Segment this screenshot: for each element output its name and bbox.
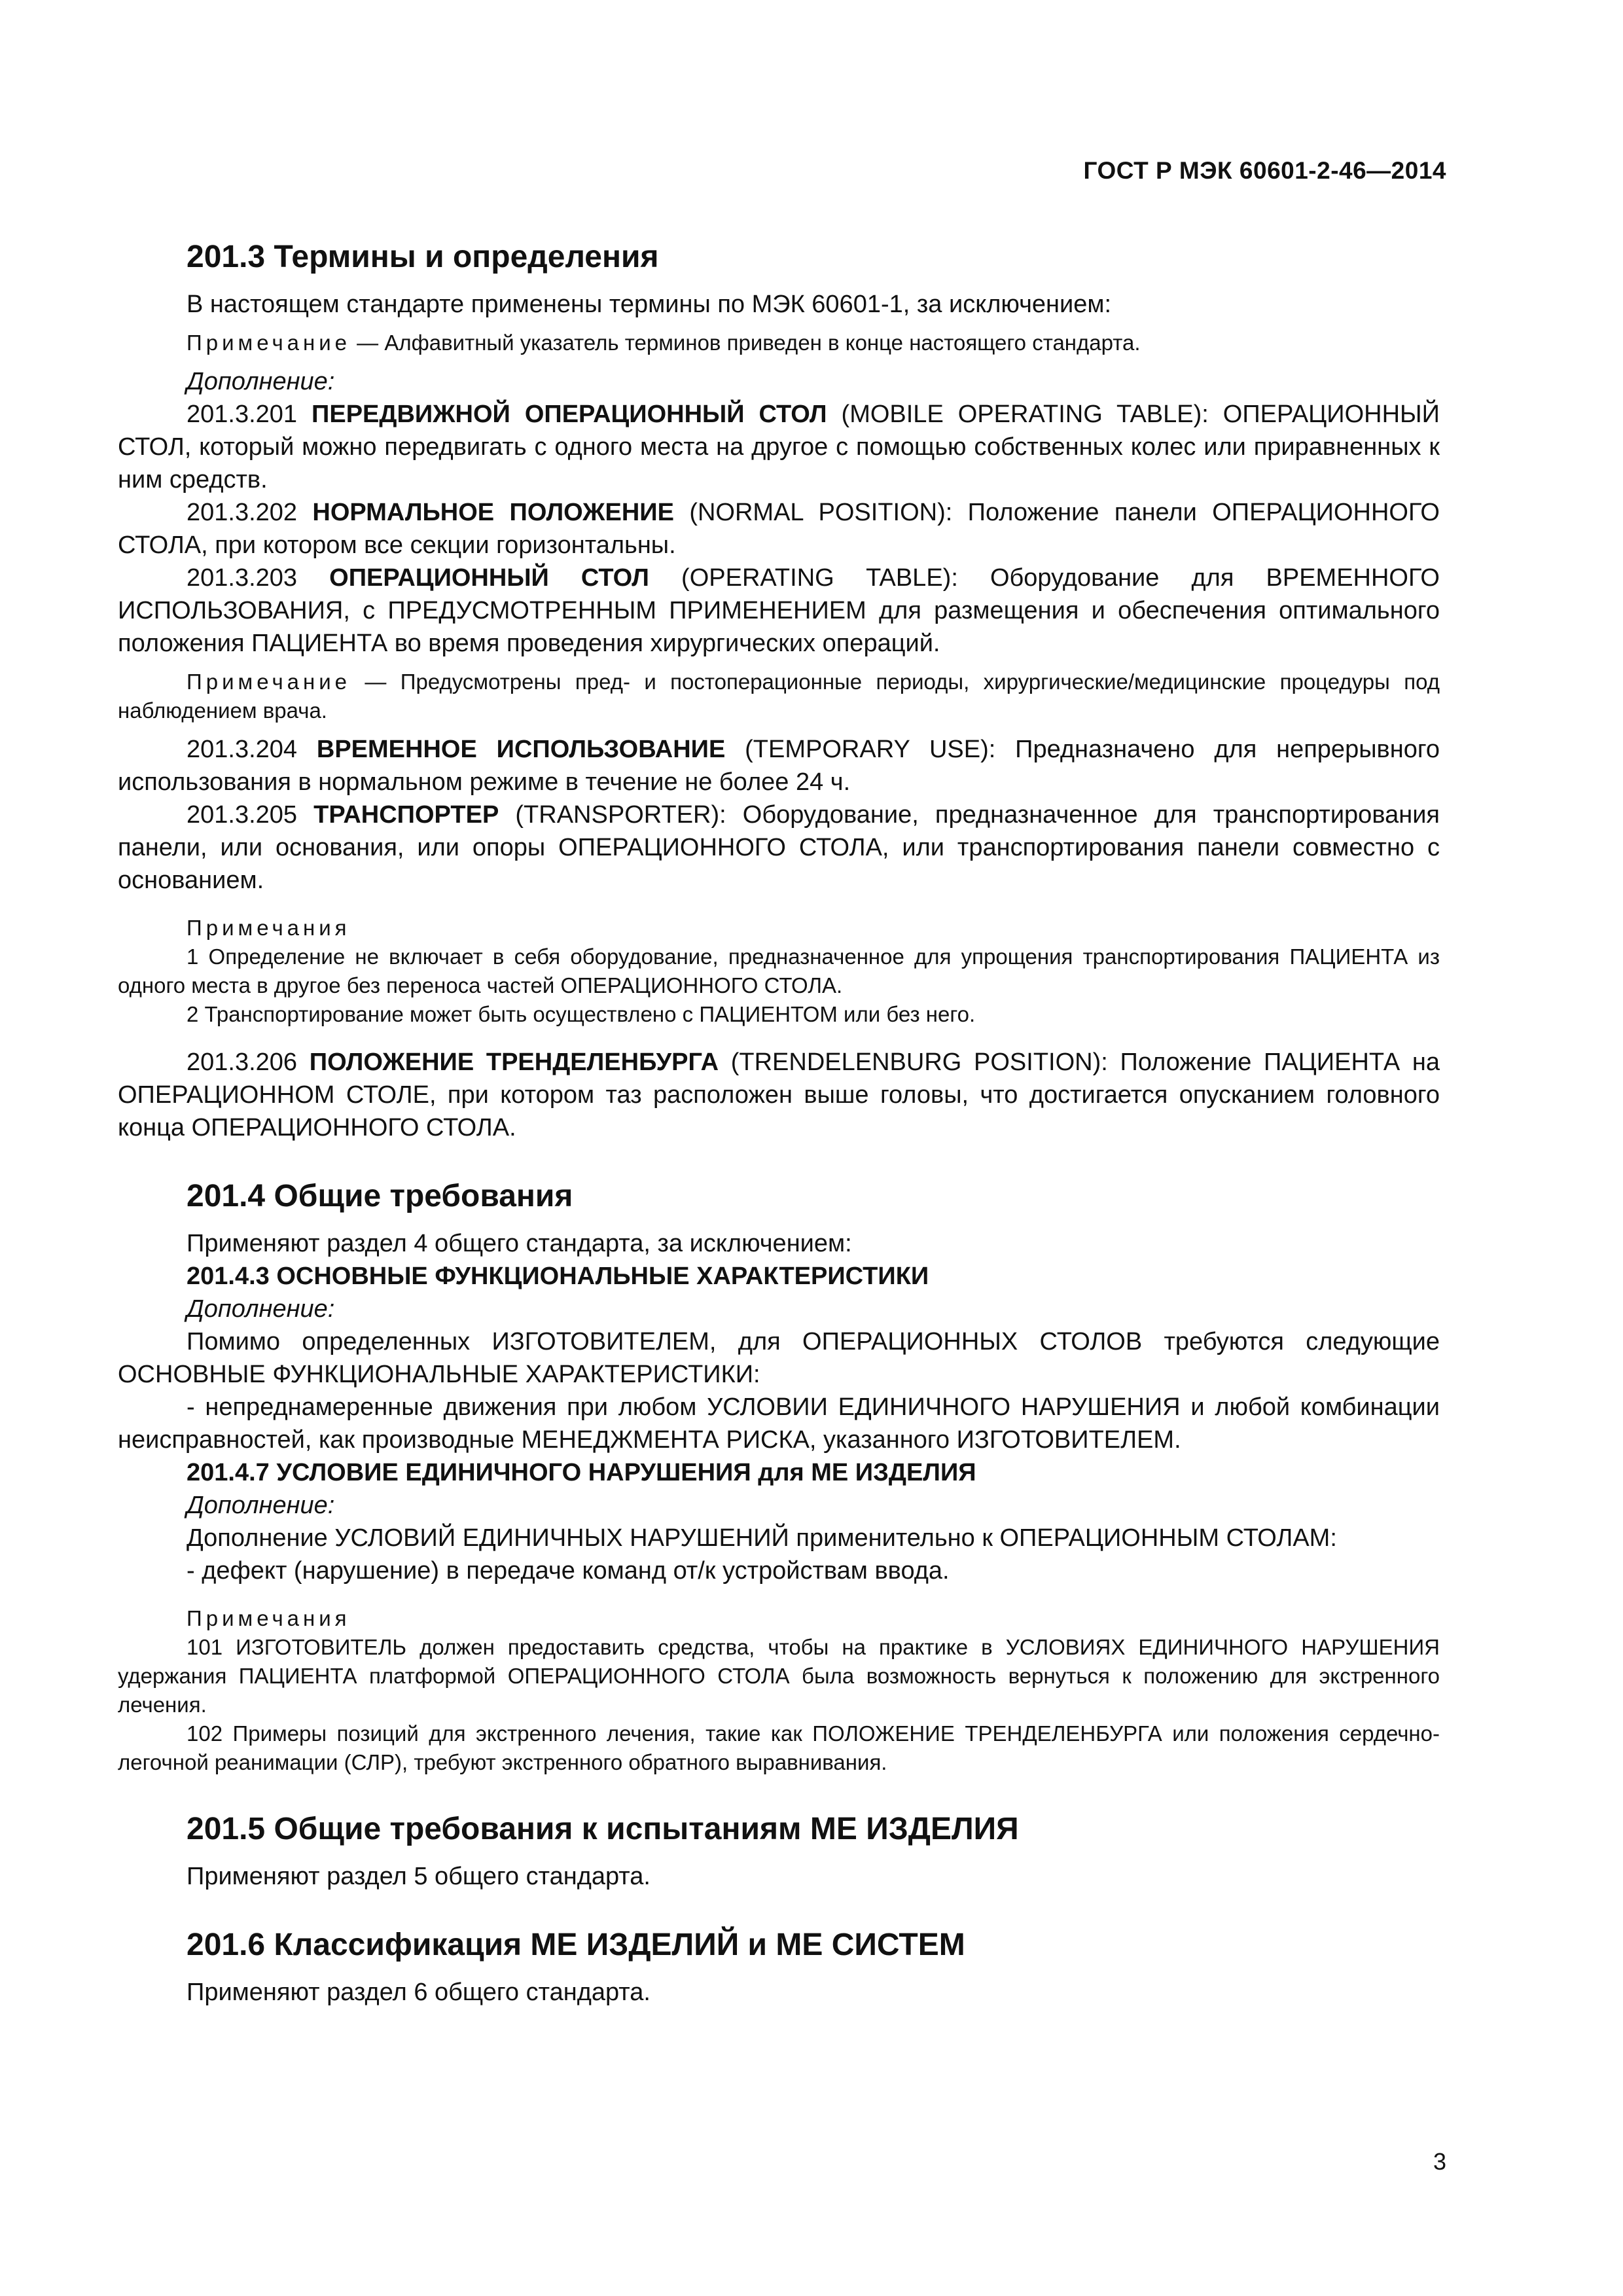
list-item: - дефект (нарушение) в передаче команд от/к устройствам ввода.	[187, 1557, 950, 1585]
section-heading-201-3: 201.3 Термины и определения	[187, 240, 659, 274]
notes-label: Примечания	[187, 916, 351, 940]
term-definition	[118, 798, 1440, 897]
term-text: (TRANSPORTER): Оборудование, предназначенное для транспортирования панели, или основания, или опоры ОПЕРАЦИОННОГО СТОЛА, или транспортирования панели совместно с основанием.	[118, 801, 1440, 894]
term-text: (MOBILE OPERATING TABLE): ОПЕРАЦИОННЫЙ СТОЛ, который можно передвигать с одного места на другое с помощью собственных колес или приравненных к ним средств.	[118, 401, 1440, 493]
term-definition	[118, 398, 1440, 496]
note-item: 101 ИЗГОТОВИТЕЛЬ должен предоставить средства, чтобы на практике в УСЛОВИЯХ ЕДИНИЧНОГО НАРУШЕНИЯ удержания ПАЦИЕНТА платформой ОПЕРАЦИОННОГО СТОЛА была возможность вернуться к положению для экстренного лечения.	[118, 1635, 1440, 1717]
list-item: - непреднамеренные движения при любом УСЛОВИИ ЕДИНИЧНОГО НАРУШЕНИЯ и любой комбинации неисправностей, как производные МЕНЕДЖМЕНТА РИСКА, указанного ИЗГОТОВИТЕЛЕМ.	[118, 1393, 1440, 1454]
subsection-heading-201-4-3: 201.4.3 ОСНОВНЫЕ ФУНКЦИОНАЛЬНЫЕ ХАРАКТЕРИСТИКИ	[187, 1263, 929, 1290]
term-definition	[118, 562, 1440, 660]
paragraph: Применяют раздел 6 общего стандарта.	[187, 1979, 651, 2006]
term-number: 201.3.206	[187, 1049, 310, 1076]
addition-label: Дополнение:	[187, 368, 335, 395]
section-heading-201-6: 201.6 Классификация МЕ ИЗДЕЛИЙ и МЕ СИСТЕМ	[187, 1928, 965, 1962]
section-heading-201-5: 201.5 Общие требования к испытаниям МЕ ИЗДЕЛИЯ	[187, 1812, 1019, 1846]
paragraph: В настоящем стандарте применены термины по МЭК 60601-1, за исключением:	[187, 291, 1112, 318]
term-name: НОРМАЛЬНОЕ ПОЛОЖЕНИЕ	[312, 499, 674, 526]
paragraph: Дополнение УСЛОВИЙ ЕДИНИЧНЫХ НАРУШЕНИЙ применительно к ОПЕРАЦИОННЫМ СТОЛАМ:	[187, 1524, 1337, 1552]
note	[118, 329, 1440, 357]
note-item: 2 Транспортирование может быть осуществлено с ПАЦИЕНТОМ или без него.	[187, 1002, 976, 1026]
term-name: ПОЛОЖЕНИЕ ТРЕНДЕЛЕНБУРГА	[309, 1049, 719, 1076]
note-label: Примечание	[187, 670, 351, 694]
note-item: 1 Определение не включает в себя оборудование, предназначенное для упрощения транспортирования ПАЦИЕНТА из одного места в другое без переноса частей ОПЕРАЦИОННОГО СТОЛА.	[118, 944, 1440, 997]
note-text: — Предусмотрены пред- и постоперационные периоды, хирургические/медицинские процедуры под наблюдением врача.	[118, 670, 1440, 723]
paragraph: Применяют раздел 4 общего стандарта, за исключением:	[187, 1230, 852, 1257]
page-number: 3	[1433, 2148, 1446, 2175]
term-name: ТРАНСПОРТЕР	[313, 801, 499, 829]
term-number: 201.3.203	[187, 564, 330, 592]
note-text: — Алфавитный указатель терминов приведен в конце настоящего стандарта.	[351, 331, 1141, 355]
note-item: 102 Примеры позиций для экстренного лечения, такие как ПОЛОЖЕНИЕ ТРЕНДЕЛЕНБУРГА или положения сердечно-легочной реанимации (СЛР), требуют экстренного обратного выравнивания.	[118, 1721, 1440, 1774]
paragraph: Применяют раздел 5 общего стандарта.	[187, 1863, 651, 1890]
term-name: ОПЕРАЦИОННЫЙ СТОЛ	[329, 564, 649, 592]
term-number: 201.3.201	[187, 401, 312, 428]
term-name: ВРЕМЕННОЕ ИСПОЛЬЗОВАНИЕ	[316, 736, 726, 763]
addition-label: Дополнение:	[187, 1492, 335, 1519]
term-text: (OPERATING TABLE): Оборудование для ВРЕМЕННОГО ИСПОЛЬЗОВАНИЯ, с ПРЕДУСМОТРЕННЫМ ПРИМЕНЕНИЕМ для размещения и обеспечения оптимального положения ПАЦИЕНТА во время проведения хирургических операций.	[118, 564, 1440, 657]
document-body	[118, 239, 1440, 2009]
term-definition	[118, 1046, 1440, 1144]
paragraph: Помимо определенных ИЗГОТОВИТЕЛЕМ, для ОПЕРАЦИОННЫХ СТОЛОВ требуются следующие ОСНОВНЫЕ ФУНКЦИОНАЛЬНЫЕ ХАРАКТЕРИСТИКИ:	[118, 1328, 1440, 1388]
document-header: ГОСТ Р МЭК 60601-2-46—2014	[1083, 157, 1446, 184]
section-heading-201-4: 201.4 Общие требования	[187, 1179, 573, 1213]
note	[118, 668, 1440, 725]
term-definition	[118, 496, 1440, 562]
subsection-heading-201-4-7: 201.4.7 УСЛОВИЕ ЕДИНИЧНОГО НАРУШЕНИЯ для МЕ ИЗДЕЛИЯ	[187, 1459, 976, 1486]
term-text: (TRENDELENBURG POSITION): Положение ПАЦИЕНТА на ОПЕРАЦИОННОМ СТОЛЕ, при котором таз расположен выше головы, что достигается опусканием головного конца ОПЕРАЦИОННОГО СТОЛА.	[118, 1049, 1440, 1141]
term-number: 201.3.202	[187, 499, 313, 526]
addition-label: Дополнение:	[187, 1295, 335, 1323]
term-definition	[118, 733, 1440, 798]
term-number: 201.3.205	[187, 801, 314, 829]
term-name: ПЕРЕДВИЖНОЙ ОПЕРАЦИОННЫЙ СТОЛ	[312, 401, 827, 428]
term-text: (NORMAL POSITION): Положение панели ОПЕРАЦИОННОГО СТОЛА, при котором все секции горизонтальны.	[118, 499, 1440, 559]
term-text: (TEMPORARY USE): Предназначено для непрерывного использования в нормальном режиме в течение не более 24 ч.	[118, 736, 1440, 796]
note-label: Примечание	[187, 331, 351, 355]
notes-label: Примечания	[187, 1606, 351, 1630]
term-number: 201.3.204	[187, 736, 317, 763]
